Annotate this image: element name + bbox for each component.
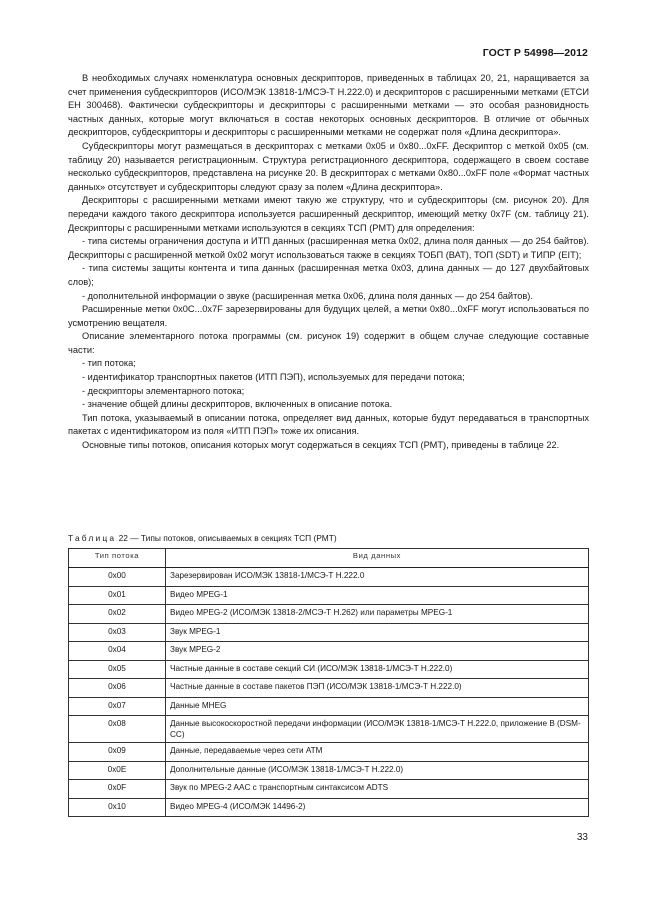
stream-type-cell: 0x07: [69, 697, 166, 716]
standard-header: ГОСТ Р 54998—2012: [482, 47, 588, 59]
table-row: [69, 605, 589, 624]
data-kind-cell: Данные MHEG: [166, 697, 589, 716]
stream-type-cell: 0x08: [69, 716, 166, 743]
stream-type-cell: 0x06: [69, 679, 166, 698]
list-item: - тип потока;: [82, 358, 136, 369]
table-row: [69, 780, 589, 799]
stream-type-cell: 0x04: [69, 642, 166, 661]
list-item: - типа системы защиты контента и типа данных (расширенная метка 0x03, длина данных — до 127 двухбайтовых слов);: [68, 263, 589, 287]
table-row: [69, 623, 589, 642]
list-item: - дескрипторы элементарного потока;: [82, 385, 245, 396]
data-kind-cell: Видео MPEG-4 (ИСО/МЭК 14496-2): [166, 798, 589, 817]
paragraph: Основные типы потоков, описания которых могут содержаться в секциях ТСП (РМТ), приведены в таблице 22.: [82, 440, 560, 451]
list-item: - идентификатор транспортных пакетов (ИТП ПЭП), используемых для передачи потока;: [82, 372, 465, 383]
column-header-kind: Вид данных: [166, 549, 589, 568]
stream-type-cell: 0x00: [69, 568, 166, 587]
table-row: [69, 743, 589, 762]
stream-type-cell: 0x10: [69, 798, 166, 817]
paragraph: Дескрипторы с расширенными метками имеют такую же структуру, что и субдескрипторы (см. рисунок 20). Для передачи каждого такого дескриптора используется расширенный дескриптор, имеющий метку 0x7F (см. таблицу 21). Дескрипторы с расширенными метками используются в секциях ТСП (РМТ) для определения:: [68, 195, 589, 233]
stream-type-cell: 0x0F: [69, 780, 166, 799]
paragraph: Тип потока, указываемый в описании потока, определяет вид данных, которые будут передаваться в транспортных пакетах с идентификатором из поля «ИТП ПЭП» тоже их описания.: [68, 412, 589, 437]
data-kind-cell: Видео MPEG-2 (ИСО/МЭК 13818-2/МСЭ-Т Н.262) или параметры MPEG-1: [166, 605, 589, 624]
stream-type-cell: 0x05: [69, 660, 166, 679]
table-row: [69, 716, 589, 743]
table-caption-label: Таблица: [68, 533, 117, 543]
paragraph: Описание элементарного потока программы (см. рисунок 19) содержит в общем случае следующие составные части:: [68, 331, 589, 355]
stream-type-cell: 0x03: [69, 623, 166, 642]
stream-type-cell: 0x09: [69, 743, 166, 762]
data-kind-cell: Звук MPEG-2: [166, 642, 589, 661]
stream-type-cell: 0x01: [69, 586, 166, 605]
paragraph: В необходимых случаях номенклатура основных дескрипторов, приведенных в таблицах 20, 21, наращивается за счет применения субдескрипторов (ИСО/МЭК 13818-1/МСЭ-Т Н.222.0) и дескрипторов с расширенными метками (ЕТСИ ЕН 300468). Фактически субдескрипторы и дескрипторы с расширенными метками — это особая разновидность частных данных, которые могут включаться в состав некоторых основных дескрипторов. В отличие от обычных дескрипторов, субдескрипторы и дескрипторы с расширенными метками не содержат поля «Длина дескриптора».: [68, 73, 589, 138]
data-kind-cell: Данные, передаваемые через сети АТМ: [166, 743, 589, 762]
table-row: [69, 642, 589, 661]
stream-types-table: [68, 548, 589, 817]
data-kind-cell: Дополнительные данные (ИСО/МЭК 13818-1/МСЭ-Т Н.222.0): [166, 761, 589, 780]
paragraph: Субдескрипторы могут размещаться в дескрипторах с метками 0x05 и 0x80...0xFF. Дескриптор с меткой 0x05 (см. таблицу 20) называется регистрационным. Структура регистрационного дескриптора, содержащего в своем составе несколько субдескрипторов, представлена на рисунке 20. В дескрипторах с метками 0x80...0xFF поле «Формат частных данных» отсутствует и субдескрипторы следуют сразу за полем «Длина дескриптора».: [68, 140, 589, 192]
body-text: [68, 72, 589, 453]
column-header-type: Тип потока: [69, 549, 166, 568]
data-kind-cell: Звук MPEG-1: [166, 623, 589, 642]
table-row: [69, 761, 589, 780]
list-item: - типа системы ограничения доступа и ИТП данных (расширенная метка 0x02, длина поля данных — до 254 байтов). Дескрипторы с расширенной меткой 0x02 могут использоваться также в секциях ТОБП (ВАТ), ТОП (SDT) и ТИПР (EIT);: [68, 236, 589, 260]
table-row: [69, 798, 589, 817]
table-row: [69, 568, 589, 587]
stream-type-cell: 0x0E: [69, 761, 166, 780]
paragraph: Расширенные метки 0x0C...0x7F зарезервированы для будущих целей, а метки 0x80...0xFF могут использоваться по усмотрению вещателя.: [68, 304, 589, 328]
table-caption-text: 22 — Типы потоков, описываемых в секциях ТСП (РМТ): [116, 533, 337, 543]
data-kind-cell: Зарезервирован ИСО/МЭК 13818-1/МСЭ-Т Н.222.0: [166, 568, 589, 587]
list-item: - значение общей длины дескрипторов, включенных в описание потока.: [82, 399, 393, 410]
table-caption: [68, 533, 589, 544]
data-kind-cell: Данные высокоскоростной передачи информации (ИСО/МЭК 13818-1/МСЭ-Т Н.222.0, приложение В (DSM-CC): [166, 716, 589, 743]
page-number: 33: [576, 832, 588, 843]
list-item: - дополнительной информации о звуке (расширенная метка 0x06, длина поля данных — до 254 байтов).: [82, 290, 533, 301]
data-kind-cell: Частные данные в составе секций СИ (ИСО/МЭК 13818-1/МСЭ-Т Н.222.0): [166, 660, 589, 679]
data-kind-cell: Видео MPEG-1: [166, 586, 589, 605]
table-row: [69, 679, 589, 698]
table-row: [69, 660, 589, 679]
table-row: [69, 697, 589, 716]
table-row: [69, 586, 589, 605]
stream-type-cell: 0x02: [69, 605, 166, 624]
data-kind-cell: Звук по MPEG-2 AAC с транспортным синтаксисом ADTS: [166, 780, 589, 799]
data-kind-cell: Частные данные в составе пакетов ПЭП (ИСО/МЭК 13818-1/МСЭ-Т Н.222.0): [166, 679, 589, 698]
